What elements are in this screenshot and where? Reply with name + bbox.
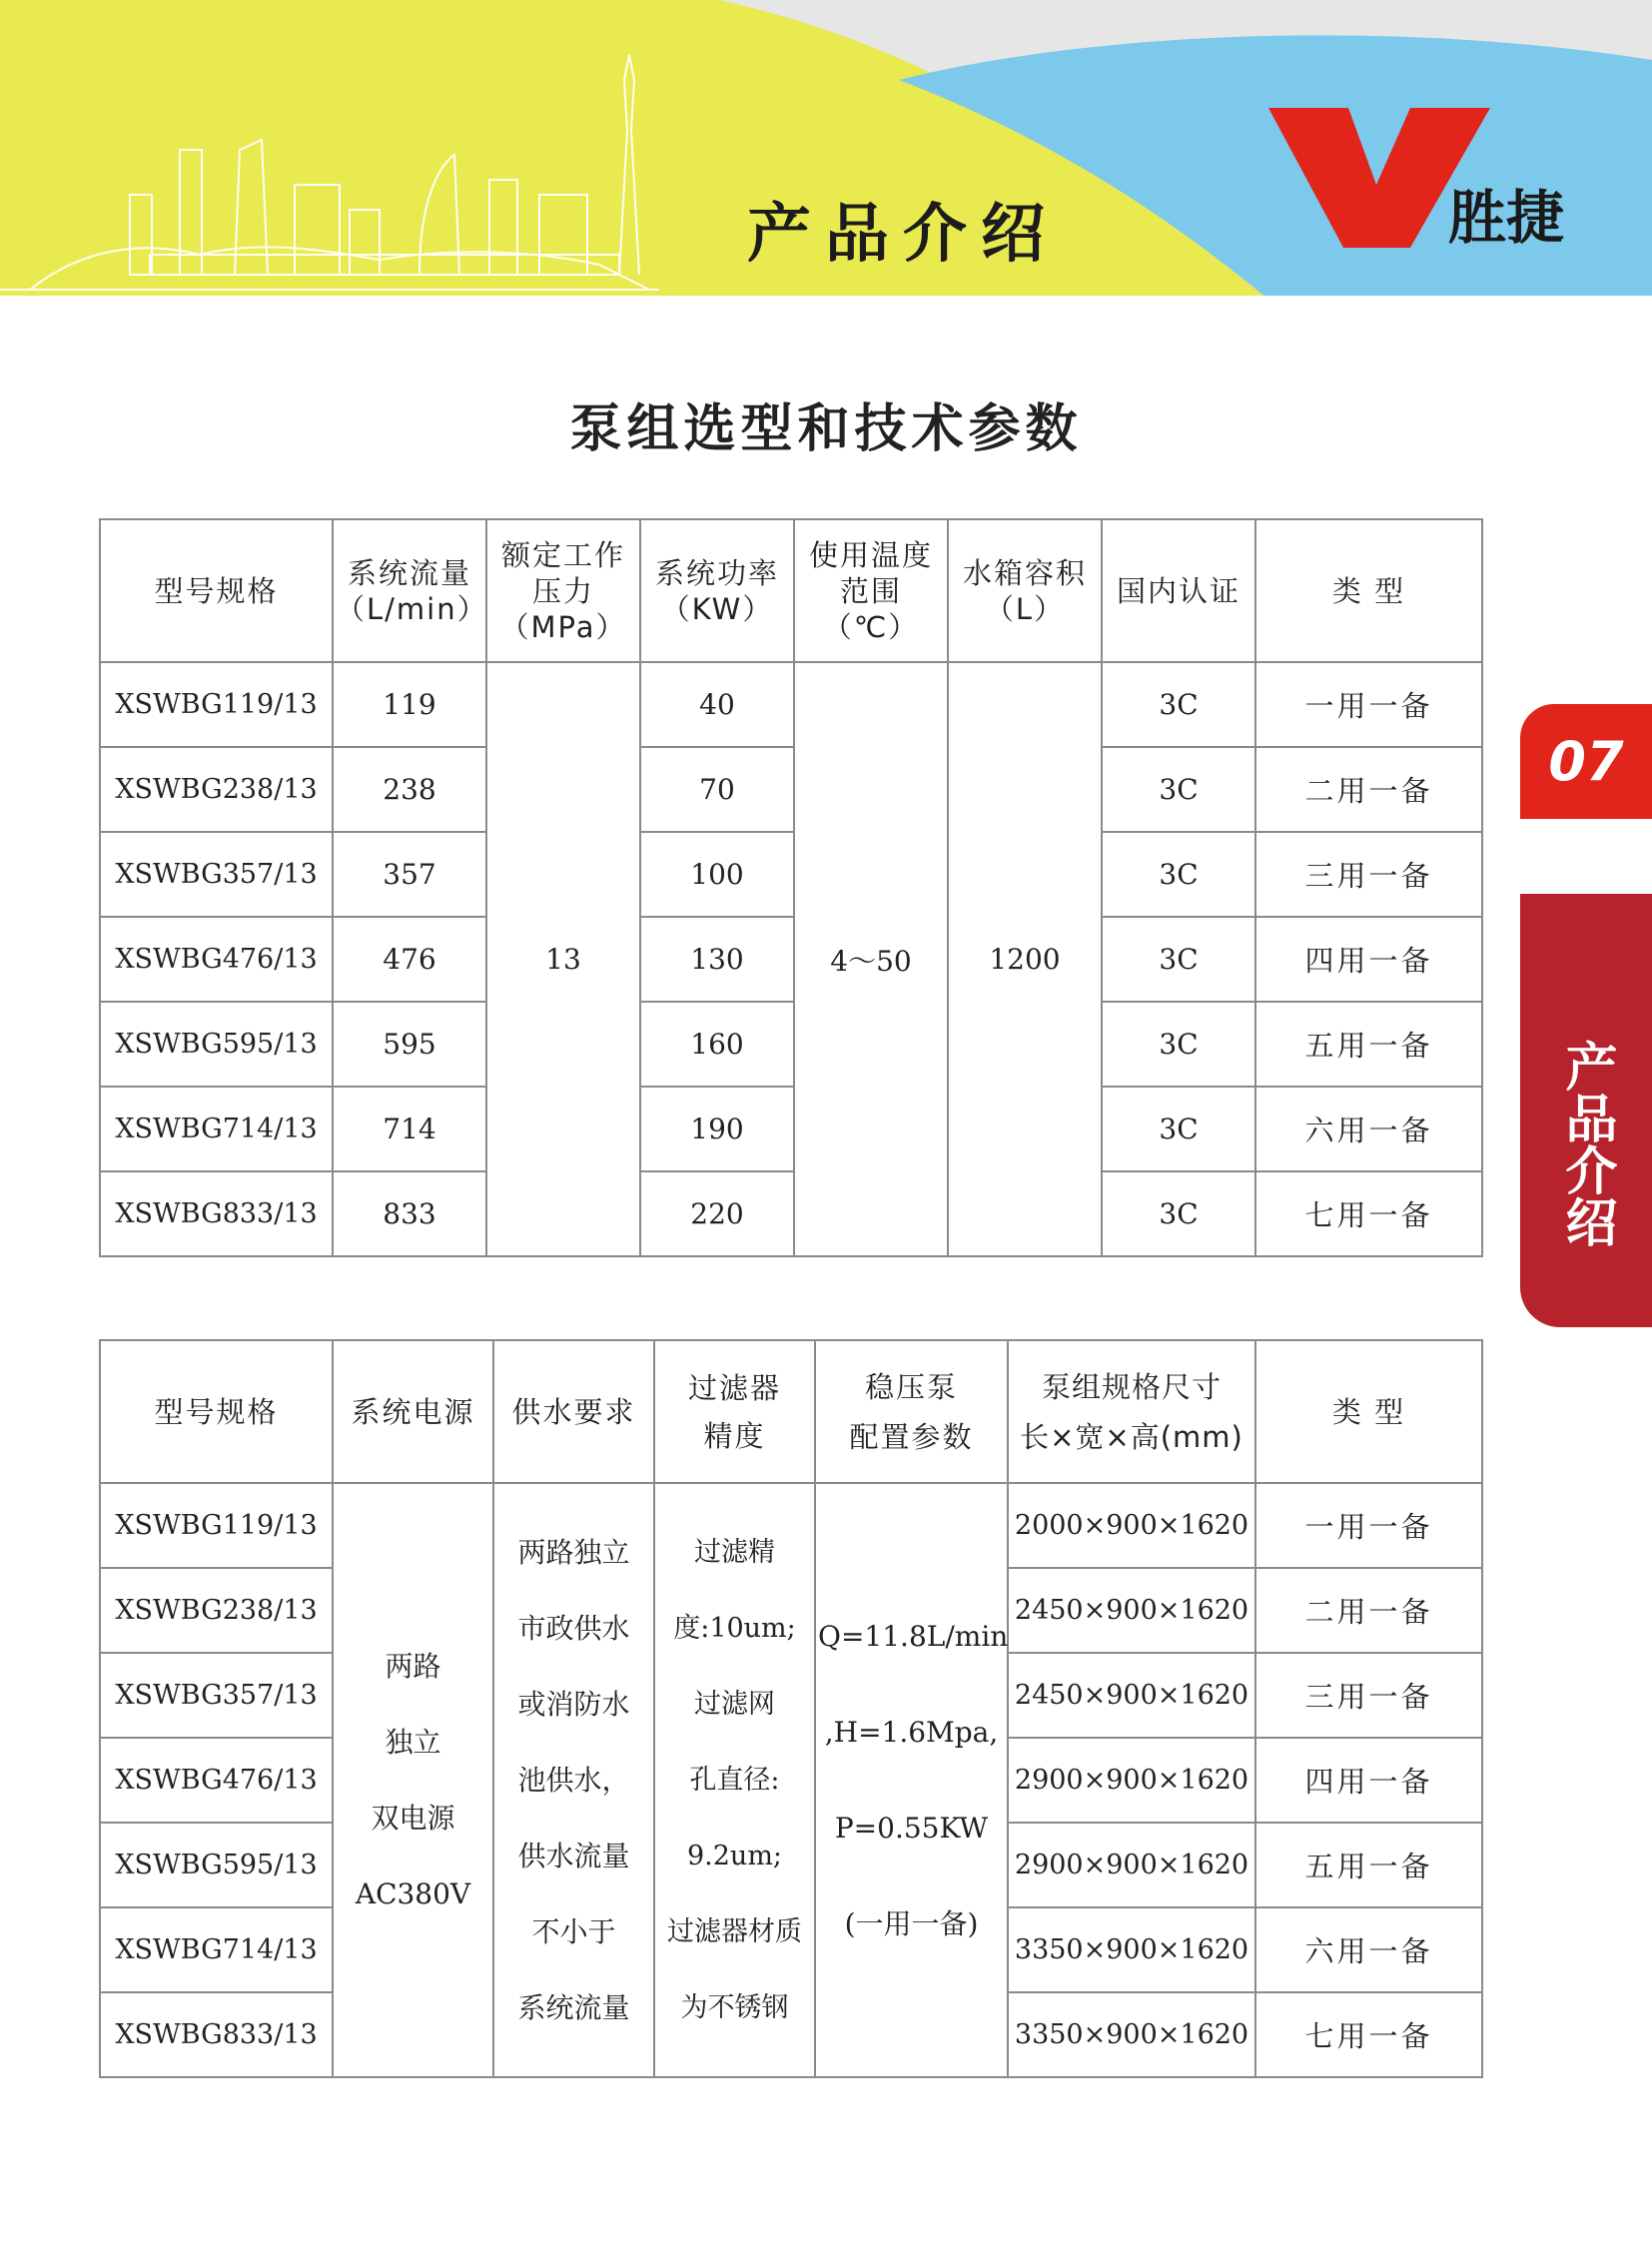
kind-cell: 二用一备 — [1255, 1568, 1482, 1653]
spec-table-one — [99, 518, 1483, 1257]
size-cell: 3350×900×1620 — [1008, 1992, 1255, 2077]
stabilizer-cell: Q=11.8L/min ,H=1.6Mpa, P=0.55KW (一用一备) — [815, 1483, 1008, 2077]
cert-cell: 3C — [1102, 832, 1255, 917]
size-cell: 3350×900×1620 — [1008, 1907, 1255, 1992]
kind-cell: 五用一备 — [1255, 1002, 1482, 1087]
flow-cell: 119 — [333, 662, 486, 747]
table-row — [100, 1171, 1482, 1256]
page-title: 泵组选型和技术参数 — [569, 399, 1083, 459]
model-cell: XSWBG119/13 — [100, 1483, 333, 1568]
header-stabilizer: 稳压泵 配置参数 — [815, 1340, 1008, 1483]
brand-name: 胜捷 — [1448, 184, 1565, 252]
tank-cell: 1200 — [948, 662, 1102, 1256]
header-temperature: 使用温度 范围 （℃） — [794, 519, 948, 662]
size-cell: 2450×900×1620 — [1008, 1653, 1255, 1738]
model-cell: XSWBG357/13 — [100, 832, 333, 917]
power-cell: 70 — [640, 747, 794, 832]
model-cell: XSWBG476/13 — [100, 917, 333, 1002]
power-cell: 100 — [640, 832, 794, 917]
model-cell: XSWBG357/13 — [100, 1653, 333, 1738]
section-tab-label: 产品介绍 — [1556, 1040, 1616, 1247]
table-row — [100, 832, 1482, 917]
kind-cell: 七用一备 — [1255, 1171, 1482, 1256]
table-row — [100, 662, 1482, 747]
table-row — [100, 1002, 1482, 1087]
kind-cell: 四用一备 — [1255, 917, 1482, 1002]
kind-cell: 三用一备 — [1255, 1653, 1482, 1738]
spec-table-two — [99, 1339, 1483, 2078]
model-cell: XSWBG833/13 — [100, 1171, 333, 1256]
cert-cell: 3C — [1102, 747, 1255, 832]
model-cell: XSWBG595/13 — [100, 1823, 333, 1907]
flow-cell: 595 — [333, 1002, 486, 1087]
flow-cell: 476 — [333, 917, 486, 1002]
header-power-supply: 系统电源 — [333, 1340, 493, 1483]
power-cell: 190 — [640, 1087, 794, 1171]
power-supply-cell: 两路 独立 双电源 AC380V — [333, 1483, 493, 2077]
size-cell: 2000×900×1620 — [1008, 1483, 1255, 1568]
size-cell: 2900×900×1620 — [1008, 1823, 1255, 1907]
cert-cell: 3C — [1102, 917, 1255, 1002]
flow-cell: 833 — [333, 1171, 486, 1256]
header-cert: 国内认证 — [1102, 519, 1255, 662]
header-kind: 类 型 — [1255, 1340, 1482, 1483]
kind-cell: 一用一备 — [1255, 1483, 1482, 1568]
table-two-header-row — [100, 1340, 1482, 1483]
kind-cell: 六用一备 — [1255, 1087, 1482, 1171]
size-cell: 2450×900×1620 — [1008, 1568, 1255, 1653]
kind-cell: 二用一备 — [1255, 747, 1482, 832]
flow-cell: 238 — [333, 747, 486, 832]
water-supply-cell: 两路独立 市政供水 或消防水 池供水， 供水流量 不小于 系统流量 — [493, 1483, 654, 2077]
header-tank: 水箱容积 （L） — [948, 519, 1102, 662]
kind-cell: 五用一备 — [1255, 1823, 1482, 1907]
model-cell: XSWBG238/13 — [100, 747, 333, 832]
flow-cell: 357 — [333, 832, 486, 917]
page-number-tab: 07 — [1520, 704, 1652, 819]
kind-cell: 六用一备 — [1255, 1907, 1482, 1992]
table-one-header-row — [100, 519, 1482, 662]
filter-cell: 过滤精 度:10um; 过滤网 孔直径: 9.2um; 过滤器材质 为不锈钢 — [654, 1483, 815, 2077]
header-banner — [0, 0, 1652, 300]
power-cell: 40 — [640, 662, 794, 747]
flow-cell: 714 — [333, 1087, 486, 1171]
power-cell: 160 — [640, 1002, 794, 1087]
header-kind: 类 型 — [1255, 519, 1482, 662]
header-filter: 过滤器 精度 — [654, 1340, 815, 1483]
table-row — [100, 1087, 1482, 1171]
cert-cell: 3C — [1102, 662, 1255, 747]
model-cell: XSWBG119/13 — [100, 662, 333, 747]
model-cell: XSWBG714/13 — [100, 1087, 333, 1171]
kind-cell: 七用一备 — [1255, 1992, 1482, 2077]
power-cell: 130 — [640, 917, 794, 1002]
kind-cell: 四用一备 — [1255, 1738, 1482, 1823]
cert-cell: 3C — [1102, 1171, 1255, 1256]
header-model: 型号规格 — [100, 519, 333, 662]
header-size: 泵组规格尺寸 长×宽×高(mm) — [1008, 1340, 1255, 1483]
header-water-supply: 供水要求 — [493, 1340, 654, 1483]
model-cell: XSWBG476/13 — [100, 1738, 333, 1823]
model-cell: XSWBG595/13 — [100, 1002, 333, 1087]
header-pressure: 额定工作 压力 （MPa） — [486, 519, 640, 662]
model-cell: XSWBG714/13 — [100, 1907, 333, 1992]
temperature-cell: 4～50 — [794, 662, 948, 1256]
table-row — [100, 1483, 1482, 1568]
pressure-cell: 13 — [486, 662, 640, 1256]
header-model: 型号规格 — [100, 1340, 333, 1483]
table-row — [100, 917, 1482, 1002]
size-cell: 2900×900×1620 — [1008, 1738, 1255, 1823]
model-cell: XSWBG833/13 — [100, 1992, 333, 2077]
table-row — [100, 747, 1482, 832]
header-power: 系统功率 （KW） — [640, 519, 794, 662]
power-cell: 220 — [640, 1171, 794, 1256]
kind-cell: 一用一备 — [1255, 662, 1482, 747]
header-flow: 系统流量 （L/min） — [333, 519, 486, 662]
cert-cell: 3C — [1102, 1002, 1255, 1087]
model-cell: XSWBG238/13 — [100, 1568, 333, 1653]
banner-title: 产品介绍 — [747, 198, 1059, 272]
cert-cell: 3C — [1102, 1087, 1255, 1171]
section-tab — [1520, 894, 1652, 1327]
kind-cell: 三用一备 — [1255, 832, 1482, 917]
